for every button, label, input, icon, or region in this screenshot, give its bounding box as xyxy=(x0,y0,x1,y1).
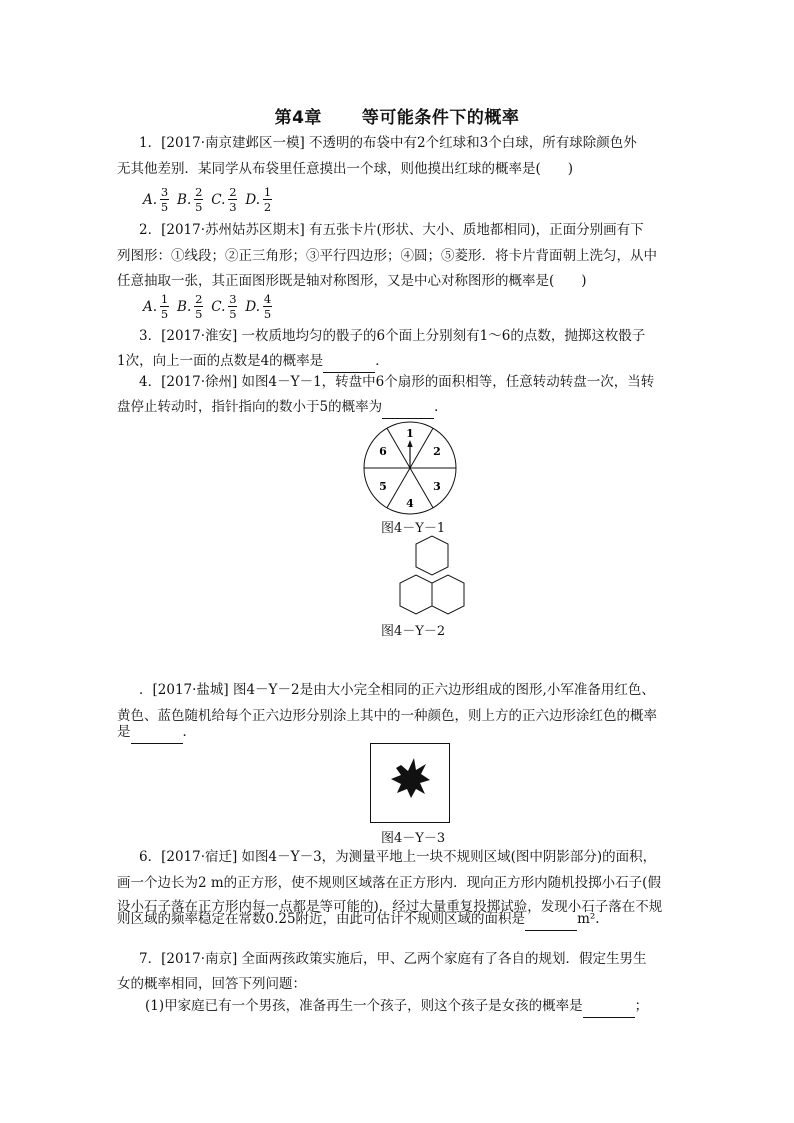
q6-line1: 6．[2017·宿迁] 如图4－Y－3，为测量平地上一块不规则区域(图中阴影部分)的面积， xyxy=(139,849,657,865)
hexagon-figure xyxy=(390,533,474,615)
q2-option-a: A. $\frac{1}{5}$ xyxy=(143,292,169,321)
q2-line3: 任意抽取一张，其正面图形既是轴对称图形，又是中心对称图形的概率是( ) xyxy=(117,273,587,289)
q1-option-d: D. $\frac{1}{2}$ xyxy=(245,185,272,214)
spinner-label-6: 6 xyxy=(379,445,387,458)
q1-line2: 无其他差别．某同学从布袋里任意摸出一个球，则他摸出红球的概率是( ) xyxy=(117,161,574,177)
fig3-caption: 图4－Y－3 xyxy=(381,831,446,846)
q1-option-c: C. $\frac{2}{3}$ xyxy=(211,185,237,214)
hexagon-bottom-right xyxy=(432,575,464,614)
q2-options xyxy=(143,293,272,320)
q1-option-a: A. $\frac{3}{5}$ xyxy=(143,185,169,214)
q4-line1: 4．[2017·徐州] 如图4－Y－1，转盘中6个扇形的面积相等，任意转动转盘一次，当转 xyxy=(139,374,655,390)
q1-options xyxy=(143,186,272,213)
q7-line1: 7．[2017·南京] 全面两孩政策实施后，甲、乙两个家庭有了各自的规划．假定生男生 xyxy=(139,951,647,967)
q7-line2: 女的概率相同，回答下列问题： xyxy=(117,976,306,992)
spinner-label-3: 3 xyxy=(433,480,441,493)
q2-line2: 列图形：①线段；②正三角形；③平行四边形；④圆；⑤菱形．将卡片背面朝上洗匀，从中 xyxy=(117,248,657,264)
q5-line1: ．[2017·盐城] 图4－Y－2是由大小完全相同的正六边形组成的图形,小军准备用红色、 xyxy=(139,682,655,698)
hexagon-top xyxy=(416,536,448,575)
q7-line3: (1)甲家庭已有一个男孩，准备再生一个孩子，则这个孩子是女孩的概率是 ； xyxy=(145,994,690,1018)
spinner-label-5: 5 xyxy=(379,480,387,493)
chapter-number: 第4章 xyxy=(274,108,322,128)
q1-line1: 1．[2017·南京建邺区一模] 不透明的布袋中有2个红球和3个白球，所有球除颜色外 xyxy=(139,135,637,151)
spinner-label-4: 4 xyxy=(406,497,414,510)
q5-line3: 是 ． xyxy=(117,720,687,744)
q6-line3: 设小石子落在正方形内每一点都是等可能的)．经过大量重复投掷试验，发现小石子落在不规 xyxy=(117,899,663,915)
q6-answer-blank[interactable] xyxy=(525,916,577,931)
q3-line1: 3．[2017·淮安] 一枚质地均匀的骰子的6个面上分别刻有1～6的点数，抛掷这枚骰子 xyxy=(139,328,646,344)
q2-option-c: C. $\frac{3}{5}$ xyxy=(211,292,237,321)
q1-option-b: B. $\frac{2}{5}$ xyxy=(177,185,203,214)
spinner-label-2: 2 xyxy=(433,445,441,458)
q5-answer-blank[interactable] xyxy=(131,729,183,744)
q3-line2: 1次，向上一面的点数是4的概率是 ． xyxy=(117,349,687,373)
q4-line2: 盘停止转动时，指针指向的数小于5的概率为 ． xyxy=(117,395,687,419)
page-title xyxy=(0,103,794,128)
q6-line4: 则区域的频率稳定在常数0.25附近，由此可估计不规则区域的面积是 m². xyxy=(117,907,687,931)
q5-line2: 黄色、蓝色随机给每个正六边形分别涂上其中的一种颜色，则上方的正六边形涂红色的概率 xyxy=(117,708,657,724)
fig2-caption: 图4－Y－2 xyxy=(381,624,446,639)
q4-answer-blank[interactable] xyxy=(382,404,434,419)
hexagon-bottom-left xyxy=(400,575,432,614)
irregular-region-shape xyxy=(391,758,430,798)
q2-option-d: D. $\frac{4}{5}$ xyxy=(245,292,272,321)
chapter-name: 等可能条件下的概率 xyxy=(361,108,520,128)
q7-answer-blank[interactable] xyxy=(583,1003,635,1018)
square-figure xyxy=(370,743,450,823)
q6-line2: 画一个边长为2 m的正方形，使不规则区域落在正方形内．现向正方形内随机投掷小石子(假 xyxy=(117,875,661,891)
q2-line1: 2．[2017·苏州姑苏区期末] 有五张卡片(形状、大小、质地都相同)，正面分别画有下 xyxy=(139,222,644,238)
spinner-figure xyxy=(360,418,460,518)
spinner-label-1: 1 xyxy=(406,427,414,440)
q2-option-b: B. $\frac{2}{5}$ xyxy=(177,292,203,321)
fig1-caption: 图4－Y－1 xyxy=(381,521,446,536)
